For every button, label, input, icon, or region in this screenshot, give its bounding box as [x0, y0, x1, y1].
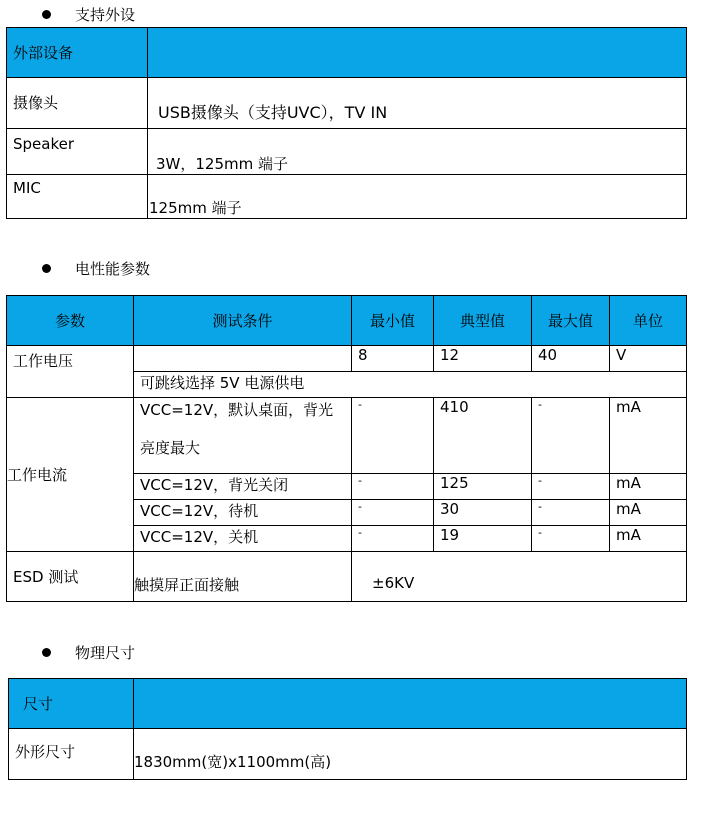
table-header: 外部设备	[7, 28, 148, 78]
row-label: Speaker	[7, 129, 148, 175]
esd-value: ±6KV	[352, 552, 687, 602]
row-label: MIC	[7, 175, 148, 219]
current-condition	[134, 398, 352, 474]
row-value: 125mm 端子	[148, 175, 687, 219]
current-condition: VCC=12V，待机	[134, 500, 352, 526]
current-condition: VCC=12V，背光关闭	[134, 474, 352, 500]
current-condition: VCC=12V，关机	[134, 526, 352, 552]
electrical-table	[6, 295, 687, 602]
current-max: -	[532, 398, 610, 474]
section-title: 电性能参数	[75, 259, 151, 278]
voltage-min: 8	[352, 346, 434, 372]
bullet-icon	[42, 264, 51, 273]
row-label: 摄像头	[7, 78, 148, 129]
current-typ: 30	[434, 500, 532, 526]
current-unit: mA	[610, 500, 687, 526]
current-typ: 19	[434, 526, 532, 552]
current-min: -	[352, 500, 434, 526]
current-max: -	[532, 500, 610, 526]
section-title: 支持外设	[75, 5, 136, 24]
header-typ: 典型值	[434, 296, 532, 346]
row-value: USB摄像头（支持UVC），TV IN	[148, 78, 687, 129]
voltage-max: 40	[532, 346, 610, 372]
current-unit: mA	[610, 474, 687, 500]
section-peripherals	[42, 4, 135, 24]
voltage-note: 可跳线选择 5V 电源供电	[134, 372, 687, 398]
current-max: -	[532, 474, 610, 500]
bullet-icon	[42, 10, 51, 19]
current-unit: mA	[610, 526, 687, 552]
header-param: 参数	[7, 296, 134, 346]
esd-condition: 触摸屏正面接触	[134, 552, 352, 602]
voltage-unit: V	[610, 346, 687, 372]
current-min: -	[352, 398, 434, 474]
table-header-empty	[148, 28, 687, 78]
esd-label: ESD 测试	[7, 552, 134, 602]
header-min: 最小值	[352, 296, 434, 346]
current-typ: 410	[434, 398, 532, 474]
condition-line: 亮度最大	[140, 439, 201, 457]
header-unit: 单位	[610, 296, 687, 346]
peripherals-table	[6, 27, 687, 219]
bullet-icon	[42, 648, 51, 657]
row-value: 3W，125mm 端子	[148, 129, 687, 175]
row-label: 外形尺寸	[9, 729, 134, 780]
current-label: 工作电流	[7, 398, 134, 552]
condition-line: VCC=12V，默认桌面，背光	[140, 401, 334, 419]
table-header-empty	[134, 679, 687, 729]
section-physical	[42, 642, 135, 662]
current-unit: mA	[610, 398, 687, 474]
header-max: 最大值	[532, 296, 610, 346]
section-electrical	[42, 258, 150, 278]
table-header: 尺寸	[9, 679, 134, 729]
section-title: 物理尺寸	[75, 643, 136, 662]
physical-table	[8, 678, 687, 780]
current-min: -	[352, 526, 434, 552]
voltage-typ: 12	[434, 346, 532, 372]
voltage-condition	[134, 346, 352, 372]
voltage-label: 工作电压	[7, 346, 134, 398]
current-min: -	[352, 474, 434, 500]
current-typ: 125	[434, 474, 532, 500]
row-value: 1830mm(宽)x1100mm(高)	[134, 729, 687, 780]
current-max: -	[532, 526, 610, 552]
header-condition: 测试条件	[134, 296, 352, 346]
